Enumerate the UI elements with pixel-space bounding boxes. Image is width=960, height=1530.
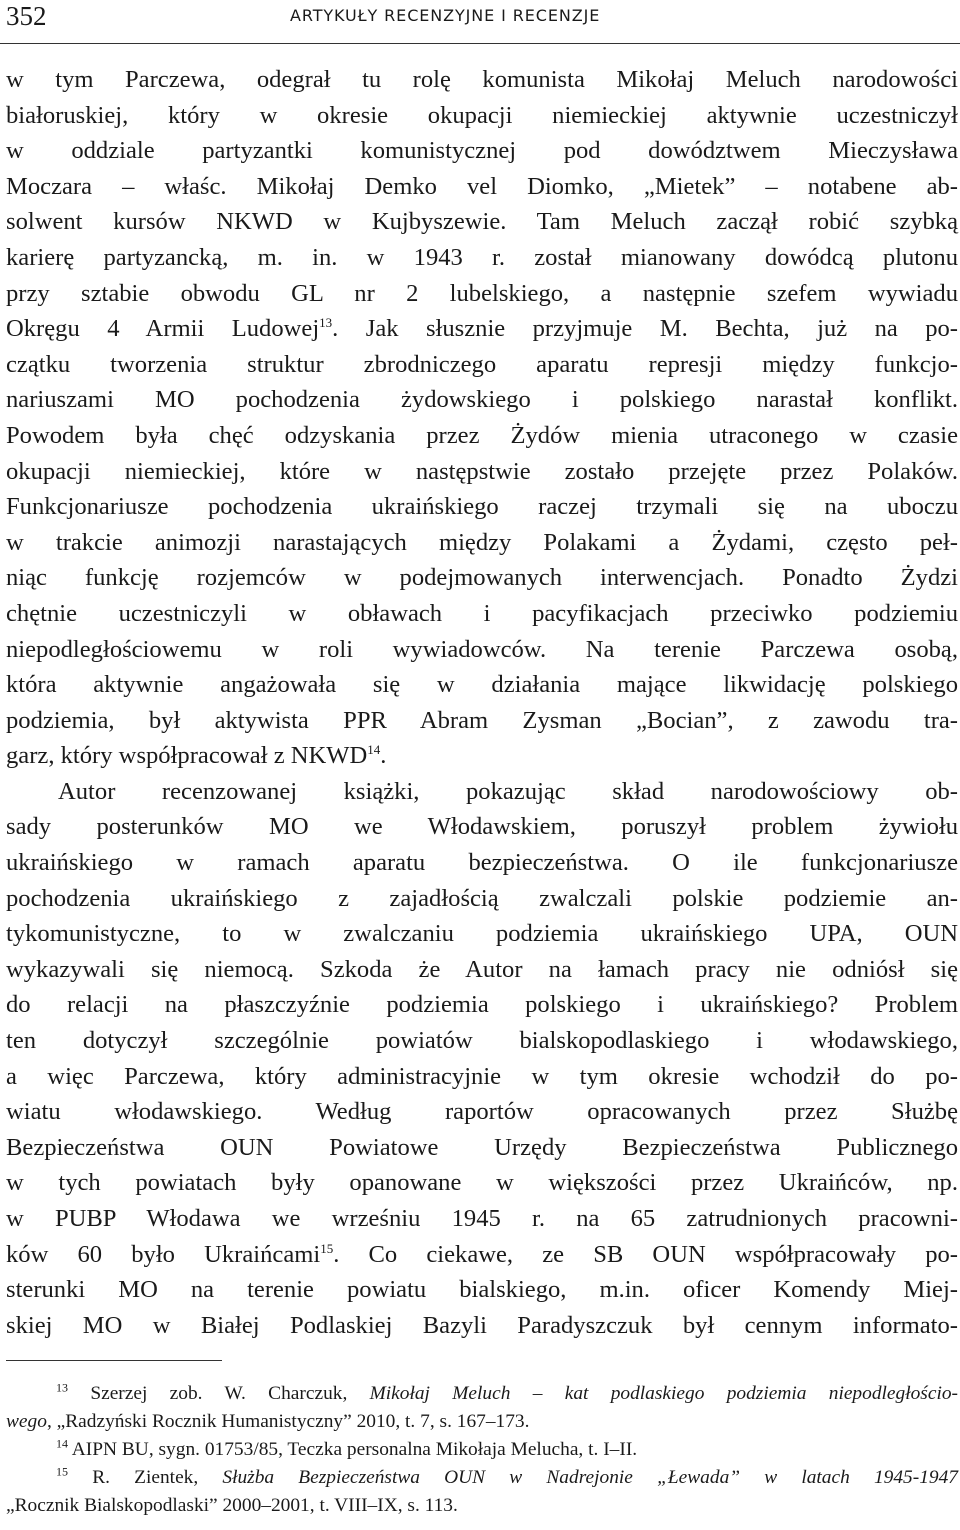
paragraph-1 [6,62,958,774]
text-line: w tych powiatach były opanowane w większości przez Ukraińców, np. [6,1169,958,1197]
footnote-13 [6,1380,958,1408]
text-line: w oddziale partyzantki komunistycznej pod dowództwem Mieczysława [6,137,958,165]
footnote-text: , „Radzyński Rocznik Humanistyczny” 2010, t. 7, s. 167–173. [46,1411,530,1432]
text-line: białoruskiej, który w okresie okupacji niemieckiej aktywnie uczestniczył [6,101,958,129]
text-line: tykomunistyczne, to w zwalczaniu podziemia ukraińskiego UPA, OUN [6,920,958,948]
text-line: pochodzenia ukraińskiego z zajadłością zwalczali polskie podziemie an- [6,884,958,912]
text-line: skiej MO w Białej Podlaskiej Bazyli Paradyszczuk był cennym informato- [6,1311,958,1339]
text-line: a więc Parczewa, który administracyjnie w tym okresie wchodził do po- [6,1062,958,1090]
text-line: ukraińskiego w ramach aparatu bezpieczeństwa. O ile funkcjonariusze [6,849,958,877]
footnote-ref-15[interactable]: 15 [320,1240,334,1256]
paragraph-2 [6,774,958,1344]
footnote-15-cont [6,1492,958,1520]
page-header [0,0,960,44]
text-line: Bezpieczeństwa OUN Powiatowe Urzędy Bezpieczeństwa Publicznego [6,1133,958,1161]
text-line [6,1237,958,1273]
text-line: ten dotyczył szczególnie powiatów bialskopodlaskiego i włodawskiego, [6,1027,958,1055]
text-line: Funkcjonariusze pochodzenia ukraińskiego raczej trzymali się na uboczu [6,493,958,521]
header-rule [0,43,960,44]
text-line: przy sztabie obwodu GL nr 2 lubelskiego, a następnie szefem wywiadu [6,279,958,307]
text-line [6,738,958,774]
footnote-text: „Rocznik Bialskopodlaski” 2000–2001, t. VIII–IX, s. 113. [6,1495,458,1516]
text-segment: . Jak słusznie przyjmuje M. Bechta, już na po- [332,315,958,343]
footnote-text: AIPN BU, sygn. 01753/85, Teczka personalna Mikołaja Melucha, t. I–II. [71,1439,638,1460]
footnote-ref-13[interactable]: 13 [319,314,333,330]
text-segment: Okręgu 4 Armii Ludowej [6,315,320,343]
text-segment: . Co ciekawe, ze SB OUN współpracowały po- [333,1240,958,1268]
footnote-15 [6,1464,958,1492]
footnote-text: R. Zientek, [92,1467,223,1488]
footnote-number: 13 [56,1380,68,1395]
text-line: okupacji niemieckiej, które w następstwie zostało przejęte przez Polaków. [6,457,958,485]
text-segment: ków 60 było Ukraińcami [6,1240,321,1268]
body-text [6,62,958,1343]
text-line: w tym Parczewa, odegrał tu rolę komunista Mikołaj Meluch narodowości [6,66,958,93]
text-line: Moczara – właśc. Mikołaj Demko vel Diomko, „Mietek” – notabene ab- [6,172,958,200]
text-segment: garz, który współpracował z NKWD [6,742,368,770]
footnote-title: wego [6,1411,47,1432]
text-line [6,311,958,347]
text-line: chętnie uczestniczyli w obławach i pacyfikacjach przeciwko podziemiu [6,599,958,627]
text-line: czątku tworzenia struktur zbrodniczego aparatu represji między funkcjo- [6,350,958,378]
footnote-title: Mikołaj Meluch – kat podlaskiego podziemia niepodległościo- [369,1383,958,1404]
text-line: niepodległościowemu w roli wywiadowców. Na terenie Parczewa osobą, [6,635,958,663]
text-line: Autor recenzowanej książki, pokazując skład narodowościowy ob- [58,777,958,805]
text-segment: . [380,742,387,770]
footnotes [6,1380,958,1520]
footnote-text: Szerzej zob. W. Charczuk, [90,1383,370,1404]
running-head: ARTYKUŁY RECENZYJNE I RECENZJE [290,6,601,25]
footnote-13-cont [6,1408,958,1436]
footnote-number: 14 [56,1436,68,1451]
page-number: 352 [6,1,47,31]
footnote-number: 15 [56,1464,68,1479]
text-line: karierę partyzancką, m. in. w 1943 r. został mianowany dowódcą plutonu [6,243,958,271]
text-line: wykazywali się niemocą. Szkoda że Autor na łamach pracy nie odniósł się [6,955,958,983]
footnote-ref-14[interactable]: 14 [367,742,381,758]
footnote-rule [6,1360,222,1361]
text-line: podziemia, był aktywista PPR Abram Zysman „Bocian”, z zawodu tra- [6,706,958,734]
text-line: Powodem była chęć odzyskania przez Żydów mienia utraconego w czasie [6,421,958,449]
text-line: która aktywnie angażowała się w działania mające likwidację polskiego [6,671,958,699]
footnote-14 [6,1436,958,1464]
text-line: do relacji na płaszczyźnie podziemia polskiego i ukraińskiego? Problem [6,991,958,1019]
text-line: nariuszami MO pochodzenia żydowskiego i polskiego narastał konflikt. [6,386,958,414]
text-line: wiatu włodawskiego. Według raportów opracowanych przez Służbę [6,1098,958,1126]
text-line: w PUBP Włodawa we wrześniu 1945 r. na 65 zatrudnionych pracowni- [6,1205,958,1232]
text-line: w trakcie animozji narastających między Polakami a Żydami, często peł- [6,528,958,556]
footnote-title: Służba Bezpieczeństwa OUN w Nadrejonie „Łewada” w latach 1945-1947 [222,1467,958,1488]
text-line: sady posterunków MO we Włodawskiem, poruszył problem żywiołu [6,813,958,841]
text-line: solwent kursów NKWD w Kujbyszewie. Tam Meluch zaczął robić szybką [6,208,958,236]
text-line: sterunki MO na terenie powiatu bialskiego, m.in. oficer Komendy Miej- [6,1276,958,1304]
text-line: niąc funkcję rozjemców w podejmowanych interwencjach. Ponadto Żydzi [6,564,958,592]
